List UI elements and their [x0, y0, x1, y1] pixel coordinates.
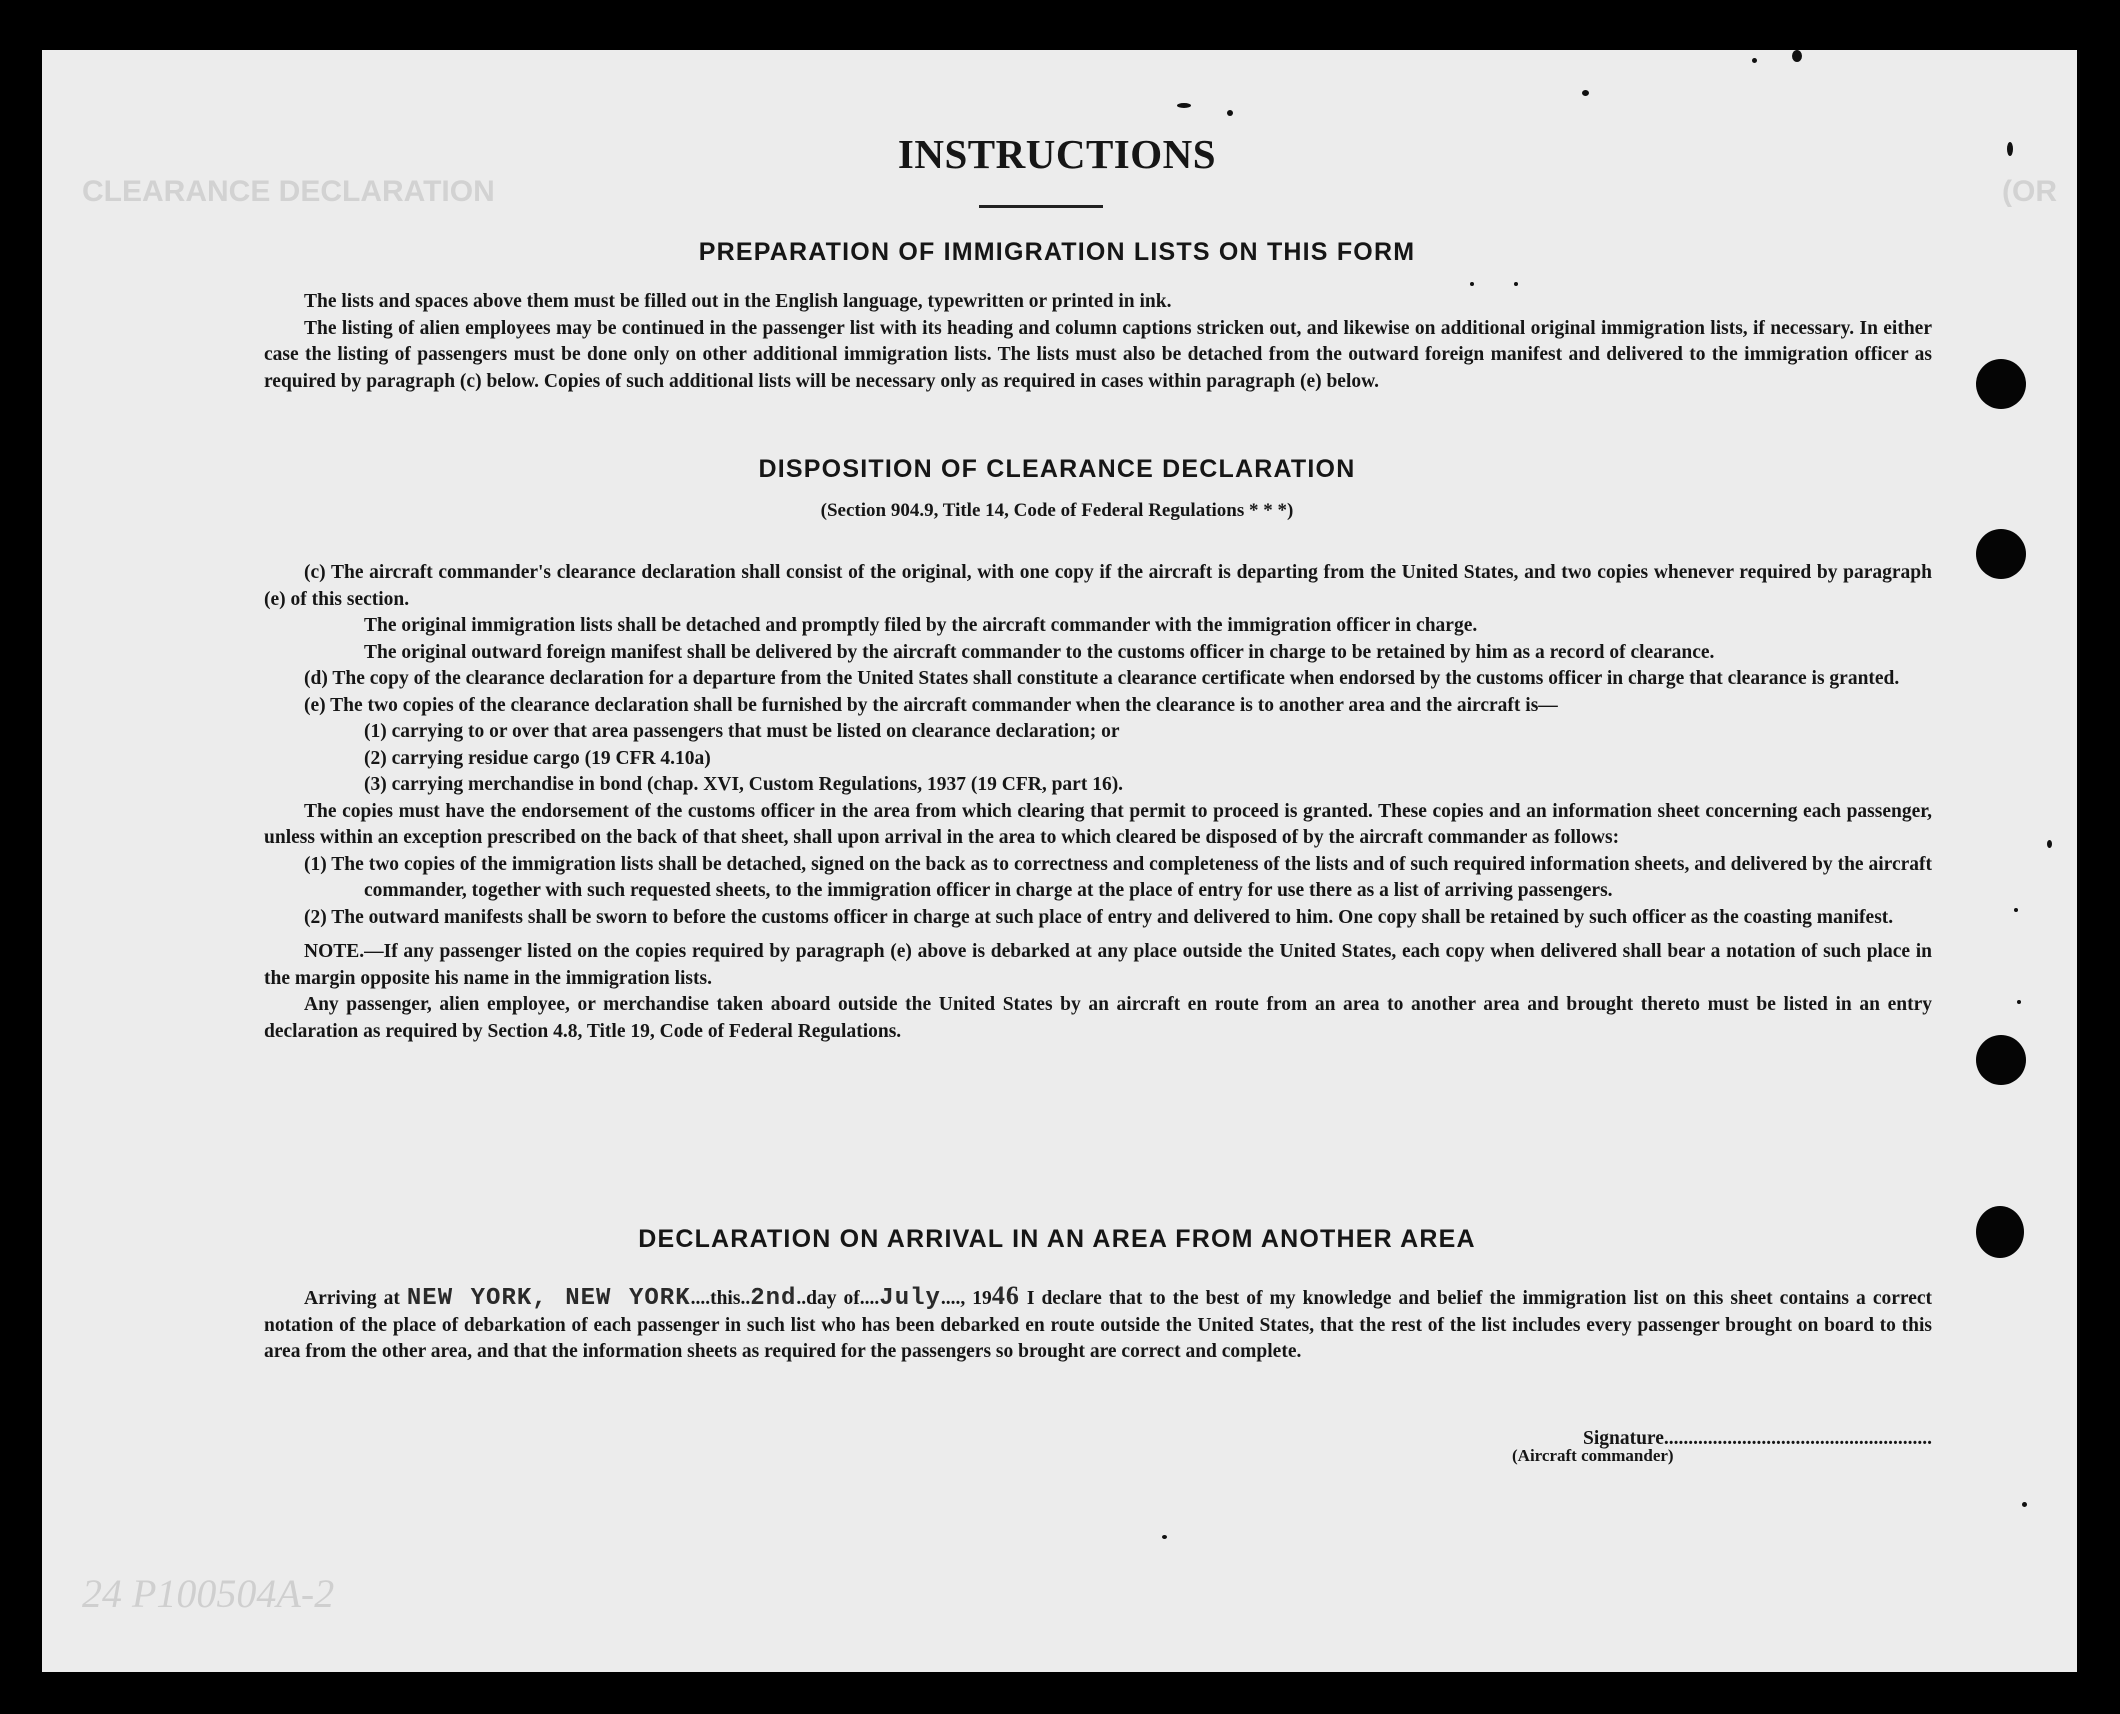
arrival-place-field: NEW YORK, NEW YORK [406, 1285, 691, 1312]
title-rule [979, 205, 1103, 208]
punch-hole [1976, 359, 2026, 409]
any-passenger-paragraph: Any passenger, alien employee, or merchandise taken aboard outside the United States by an aircraft en route from an area to another area and brought thereto must be listed in an entry declaration as required by Section 4.8, Title 19, Code of Federal Regulations. [264, 994, 1932, 1042]
document-page [42, 50, 2077, 1672]
prep-paragraph: The listing of alien employees may be continued in the passenger list with its heading and column captions stricken out, and likewise on additional original immigration lists, if necessary. In either case the listing of passengers must be done only on other additional immigration lists. The lists must also be detached from the outward foreign manifest and delivered to the immigration officer as required by paragraph (c) below. Copies of such additional lists will be necessary only as required in cases within paragraph (e) below. [264, 317, 1932, 392]
arrival-year-field: 46 [991, 1281, 1020, 1310]
year-prefix: , 19 [960, 1288, 992, 1309]
declaration-paragraph: Arriving at NEW YORK, NEW YORK....this..2nd..day of....July...., 1946 I declare that to the best of my knowledge and belief the immigration list on this sheet contains a correct notation of the place of debarkation of each passenger in such list who has been debarked en route outside the United States, that the rest of the list includes every passenger brought on board to this area from the other area, and that the information sheets as required for the passengers so brought are correct and complete. [264, 1281, 1932, 1362]
this-label: this [710, 1288, 741, 1309]
paragraph-f1: (1) The two copies of the immigration lists shall be detached, signed on the back as to correctness and completeness of the lists and of such required information sheets, and delivered by the aircraft commander, together with such requested sheets, to the immigration officer in charge at the place of entry for use there as a list of arriving passengers. [304, 853, 1932, 901]
paragraph-e1: (1) carrying to or over that area passengers that must be listed on clearance declaration; or [364, 721, 1120, 742]
note-paragraph: NOTE.—If any passenger listed on the copies required by paragraph (e) above is debarked at any place outside the United States, each copy when delivered shall bear a notation of such place in the margin opposite his name in the immigration lists. [264, 941, 1932, 989]
ink-speck [1792, 50, 1802, 62]
punch-hole [1976, 1206, 2024, 1258]
paragraph-d: (d) The copy of the clearance declaration for a departure from the United States shall constitute a clearance certificate when endorsed by the customs officer in charge that clearance is granted. [304, 668, 1900, 689]
paragraph-e: (e) The two copies of the clearance declaration shall be furnished by the aircraft commander when the clearance is to another area and the aircraft is— [304, 694, 1558, 716]
declaration-body: I declare that to the best of my knowledge and belief the immigration list on this sheet contains a correct notation of the place of debarkation of each passenger in such list who has been debarked en route outside the United States, that the rest of the list includes every passenger brought on board to this area from the other area, and that the information sheets as required for the passengers so brought are correct and complete. [264, 1288, 1932, 1362]
disposition-section [264, 560, 1932, 1045]
ink-speck [2017, 1000, 2021, 1004]
signature-label: Signature [1582, 1428, 1664, 1449]
ink-speck [1582, 90, 1589, 96]
ink-speck [1470, 282, 1474, 286]
prep-paragraph: The lists and spaces above them must be filled out in the English language, typewritten or printed in ink. [304, 291, 1172, 312]
paragraph-c2: The original outward foreign manifest shall be delivered by the aircraft commander to the customs officer in charge to be retained by him as a record of clearance. [364, 641, 1715, 663]
page-title: INSTRUCTIONS [897, 131, 1217, 177]
ink-speck [1514, 282, 1518, 286]
bleed-through-text: (OR [2002, 175, 2057, 208]
arrival-day-field: 2nd [750, 1285, 797, 1312]
ink-speck [2007, 142, 2013, 156]
prep-heading: PREPARATION OF IMMIGRATION LISTS ON THIS FORM [698, 238, 1416, 266]
disposition-subheading: (Section 904.9, Title 14, Code of Federal Regulations * * *) [820, 500, 1294, 521]
paragraph-e2: (2) carrying residue cargo (19 CFR 4.10a) [364, 747, 711, 769]
signature-caption: (Aircraft commander) [1512, 1446, 1674, 1465]
bleed-through-text: CLEARANCE DECLARATION [82, 175, 495, 208]
ink-speck [1162, 1535, 1167, 1539]
punch-hole [1976, 529, 2026, 579]
prep-section [264, 289, 1932, 395]
ink-speck [1752, 58, 1757, 63]
paragraph-f2: (2) The outward manifests shall be sworn to before the customs officer in charge at such place of entry and delivered to him. One copy shall be retained by such officer as the coasting manifest. [304, 906, 1894, 928]
ink-speck [1227, 110, 1233, 116]
paragraph-copies: The copies must have the endorsement of the customs officer in the area from which clearing that permit to proceed is granted. These copies and an information sheet concerning each passenger, unless within an exception prescribed on the back of that sheet, shall upon arrival in the area to which cleared be disposed of by the aircraft commander as follows: [264, 800, 1932, 848]
bleed-through-handwriting: 24 P100504A-2 [82, 1571, 335, 1616]
paragraph-e3: (3) carrying merchandise in bond (chap. XVI, Custom Regulations, 1937 (19 CFR, part 16). [364, 774, 1124, 795]
ink-speck [2022, 1502, 2027, 1507]
declaration-heading: DECLARATION ON ARRIVAL IN AN AREA FROM ANOTHER AREA [638, 1225, 1476, 1253]
arriving-label: Arriving at [304, 1288, 400, 1309]
disposition-heading: DISPOSITION OF CLEARANCE DECLARATION [758, 455, 1356, 483]
paragraph-c1: The original immigration lists shall be detached and promptly filed by the aircraft commander with the immigration officer in charge. [364, 615, 1478, 636]
signature-line: Signature....................................................... [1582, 1428, 1932, 1449]
ink-speck [2047, 840, 2052, 848]
day-of-label: day of [806, 1288, 860, 1309]
ink-speck [2014, 908, 2018, 912]
punch-hole [1976, 1035, 2026, 1085]
paragraph-c: (c) The aircraft commander's clearance declaration shall consist of the original, with one copy if the aircraft is departing from the United States, and two copies whenever required by paragraph (e) of this section. [264, 562, 1932, 610]
declaration-section [264, 1283, 1932, 1366]
ink-speck [1177, 103, 1191, 108]
arrival-month-field: July [879, 1285, 941, 1312]
